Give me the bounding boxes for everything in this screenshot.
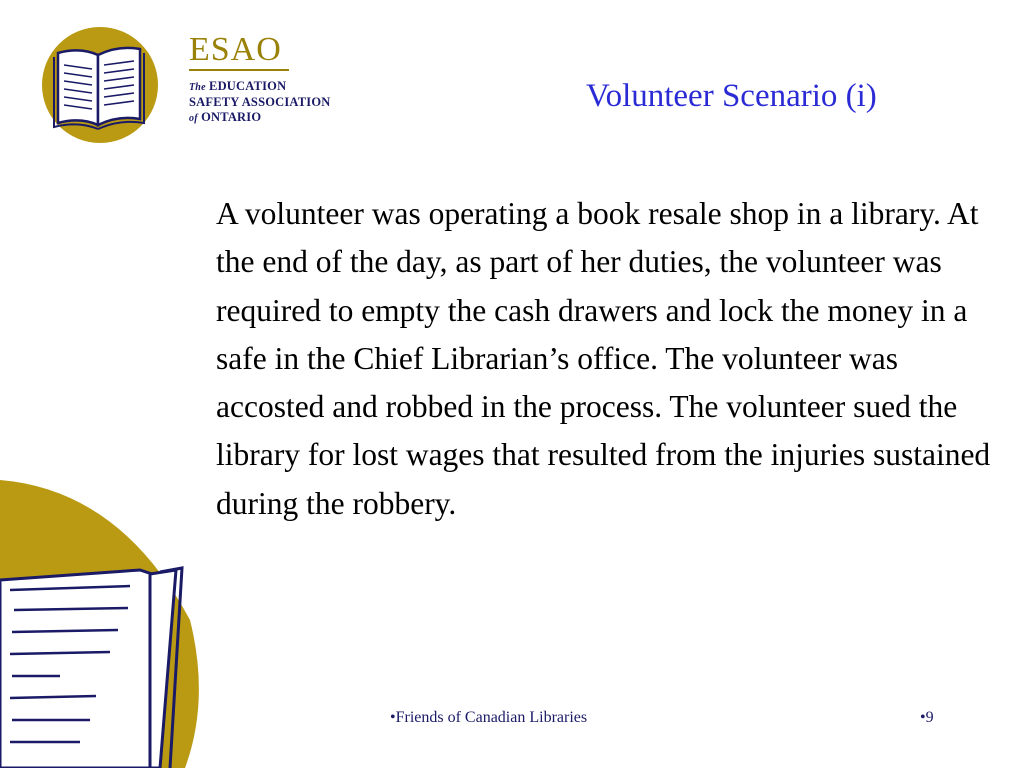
slide-title: Volunteer Scenario (i) [586,78,877,114]
footer-page-number: •9 [920,709,934,726]
logo-line-1-prefix: The [189,82,206,93]
logo-line-1-text: EDUCATION [209,79,287,93]
logo-rule [189,69,289,71]
logo-text [189,33,331,126]
footer-source: •Friends of Canadian Libraries [390,709,588,726]
esao-logo [40,25,350,145]
slide-body: A volunteer was operating a book resale shop in a library. At the end of the day, as part of her duties, the volunteer was required to empty the cash drawers and lock the money in a safe in the Chief Librarian’s office. The volunteer was accosted and robbed in the process. The volunteer sued the library for lost wages that resulted from the injuries sustained during the robbery. [216,196,991,521]
logo-line-1 [189,79,331,95]
logo-acronym: ESAO [189,31,282,68]
logo-line-3 [189,110,331,126]
logo-line-3-prefix: of [189,113,198,124]
open-book-logo-icon [40,25,160,145]
notepad-corner-icon [0,470,200,768]
logo-line-3-text: ONTARIO [201,110,262,124]
logo-line-2: SAFETY ASSOCIATION [189,95,331,109]
